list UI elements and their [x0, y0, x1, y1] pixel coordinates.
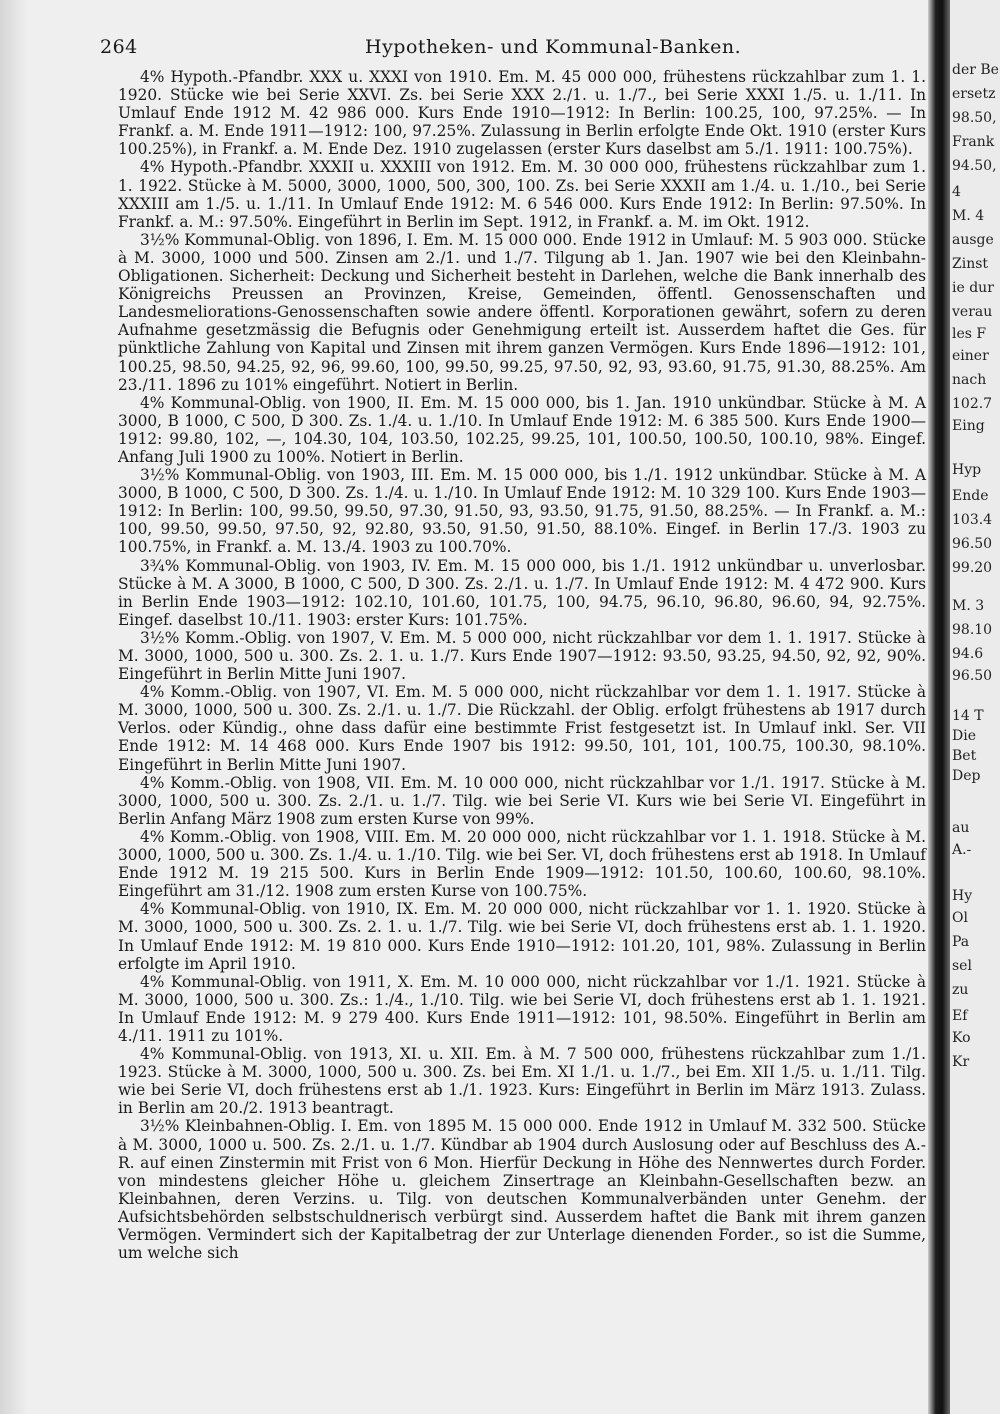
paragraph-komm-oblig-1907-v: 3½% Komm.-Oblig. von 1907, V. Em. M. 5 000 000, nicht rückzahlbar vor dem 1. 1. 1917. Stücke à M. 3000, 1000, 500 u. 300. Zs. 2. 1. u. 1./7. Kurs Ende 1907—1912: 93.50, 93.25, 94.50, 92, 92, 90%. Eingeführt in Berlin Mitte Juni 1907.	[118, 628, 926, 684]
adjacent-page-text: 94.50,	[952, 158, 997, 174]
adjacent-page-text: Die	[952, 728, 976, 744]
paragraph-hypoth-pfandbr-xxx-xxxi: 4% Hypoth.-Pfandbr. XXX u. XXXI von 1910. Em. M. 45 000 000, frühestens rückzahlbar zum 1. 1. 1920. Stücke wie bei Serie XXVI. Zs. bei Serie XXX 2./1. u. 1./7., bei Serie XXXI 1./5. u. 1./11. In Umlauf Ende 1912 M. 42 986 000. Kurs Ende 1910—1912: In Berlin: 100.25, 100, 97.25%. — In Frankf. a. M. Ende 1911—1912: 100, 97.25%. Zulassung in Berlin erfolgte Ende Okt. 1910 (erster Kurs 100.25%), in Frankf. a. M. Ende Dez. 1910 zugelassen (erster Kurs daselbst am 5./1. 1911: 100.75%).	[118, 68, 926, 159]
adjacent-page-text: M. 4	[952, 208, 985, 224]
adjacent-page-text: M. 3	[952, 598, 985, 614]
adjacent-page-text: au	[952, 820, 970, 836]
adjacent-page-text: der Be	[952, 62, 999, 78]
adjacent-page-text: Frank	[952, 134, 995, 150]
page-left-edge	[0, 0, 28, 1414]
book-gutter	[928, 0, 950, 1414]
paragraph-kommunal-oblig-1913-xi-xii: 4% Kommunal-Oblig. von 1913, XI. u. XII. Em. à M. 7 500 000, frühestens rückzahlbar zum 1./1. 1923. Stücke à M. 3000, 1000, 500 u. 300. Zs. bei Em. XI 1./1. u. 1./7., bei Em. XII 1./5. u. 1./11. Tilg. wie bei Serie VI, doch frühestens erst ab 1./1. 1923. Kurs: Eingeführt in Berlin im März 1913. Zulass. in Berlin am 20./2. 1913 beantragt.	[118, 1045, 926, 1118]
adjacent-page-text: Hyp	[952, 462, 982, 478]
document-body	[118, 68, 926, 1262]
adjacent-page-text: Zinst	[952, 256, 989, 272]
paragraph-kommunal-oblig-1896: 3½% Kommunal-Oblig. von 1896, I. Em. M. 15 000 000. Ende 1912 in Umlauf: M. 5 903 000. Stücke à M. 3000, 1000 und 500. Zinsen am 2./1. und 1./7. Tilgung ab 1. Jan. 1907 wie bei den Kleinbahn-Obligationen. Sicherheit: Deckung und Sicherheit besteht in Darlehen, welche die Bank innerhalb des Königreichs Preussen an Provinzen, Kreise, Gemeinden, öffentl. Genossenschaften und Landesmeliorations-Genossenschaften sowie andere öffentl. Korporationen gewährt, sofern zu deren Aufnahme gesetzmässig die Befugnis oder Genehmigung erteilt ist. Ausserdem haftet die Ges. für pünktliche Zahlung von Kapital und Zinsen mit ihrem ganzen Vermögen. Kurs Ende 1896—1912: 101, 100.25, 98.50, 94.25, 92, 96, 99.60, 100, 99.50, 99.25, 97.50, 92, 93, 93.60, 91.75, 91.30, 88.25%. Am 23./11. 1896 zu 101% eingeführt. Notiert in Berlin.	[118, 230, 926, 394]
adjacent-page-text: 14 T	[952, 708, 984, 724]
adjacent-page-text: les F	[952, 326, 987, 342]
adjacent-page-text: ersetz	[952, 86, 996, 102]
paragraph-komm-oblig-1908-viii: 4% Komm.-Oblig. von 1908, VIII. Em. M. 20 000 000, nicht rückzahlbar vor 1. 1. 1918. Stücke à M. 3000, 1000, 500 u. 300. Zs. 1./4. u. 1./10. Tilg. wie bei Ser. VI, doch frühestens erst ab 1918. In Umlauf Ende 1912 M. 19 215 500. Kurs in Berlin Ende 1909—1912: 101.50, 100.60, 100.60, 98.10%. Eingeführt am 31./12. 1908 zum ersten Kurse von 100.75%.	[118, 827, 926, 901]
paragraph-hypoth-pfandbr-xxxii-xxxiii: 4% Hypoth.-Pfandbr. XXXII u. XXXIII von 1912. Em. M. 30 000 000, frühestens rückzahlbar zum 1. 1. 1922. Stücke à M. 5000, 3000, 1000, 500, 300, 100. Zs. bei Serie XXXII am 1./4. u. 1./10., bei Serie XXXIII am 1./5. u. 1./11. In Umlauf Ende 1912: M. 6 546 000. Kurs Ende 1912: In Berlin: 97.50%. In Frankf. a. M.: 97.50%. Eingeführt in Berlin im Sept. 1912, in Frankf. a. M. im Okt. 1912.	[118, 158, 926, 231]
adjacent-page-text: 98.50,	[952, 110, 997, 126]
adjacent-page-text: Ko	[952, 1030, 971, 1046]
adjacent-page-text: Ef	[952, 1008, 968, 1024]
adjacent-page-text: Ende	[952, 488, 989, 504]
adjacent-page-text: verau	[952, 304, 993, 320]
adjacent-page-text: Bet	[952, 748, 977, 764]
paragraph-kommunal-oblig-1910-ix: 4% Kommunal-Oblig. von 1910, IX. Em. M. 20 000 000, nicht rückzahlbar vor 1. 1. 1920. Stücke à M. 3000, 1000, 500 u. 300. Zs. 2. 1. u. 1./7. Tilg. wie bei Serie VI, doch frühestens erst ab. 1. 1. 1920. In Umlauf Ende 1912: M. 19 810 000. Kurs Ende 1910—1912: 101.20, 101, 98%. Zulassung in Berlin erfolgte im April 1910.	[118, 900, 926, 973]
paragraph-komm-oblig-1908-vii: 4% Komm.-Oblig. von 1908, VII. Em. M. 10 000 000, nicht rückzahlbar vor 1./1. 1917. Stücke à M. 3000, 1000, 500 u. 300. Zs. 2./1. u. 1./7. Tilg. wie bei Serie VI. Kurs wie bei Serie VI. Eingeführt in Berlin Anfang März 1908 zum ersten Kurse von 99%.	[118, 773, 926, 828]
adjacent-page-text: Ol	[952, 910, 968, 926]
adjacent-page-text: Pa	[952, 934, 970, 950]
adjacent-page-text: 102.7	[952, 396, 993, 412]
adjacent-page-text: 4	[952, 184, 961, 200]
paragraph-kommunal-oblig-1911-x: 4% Kommunal-Oblig. von 1911, X. Em. M. 10 000 000, nicht rückzahlbar vor 1./1. 1921. Stücke à M. 3000, 1000, 500 u. 300. Zs.: 1./4., 1./10. Tilg. wie bei Serie VI, doch frühestens erst ab 1. 1. 1921. In Umlauf Ende 1912: M. 9 279 400. Kurs Ende 1911—1912: 101, 98.50%. Eingeführt in Berlin am 4./11. 1911 zu 101%.	[118, 972, 926, 1045]
adjacent-page-text: Eing	[952, 418, 985, 434]
adjacent-page-text: A.-	[952, 842, 972, 858]
paragraph-komm-oblig-1907-vi: 4% Komm.-Oblig. von 1907, VI. Em. M. 5 000 000, nicht rückzahlbar vor dem 1. 1. 1917. Stücke à M. 3000, 1000, 500 u. 300. Zs. 2./1. u. 1./7. Die Rückzahl. der Oblig. erfolgt frühestens ab 1917 durch Verlos. oder Kündig., ohne dass dafür eine bestimmte Frist festgesetzt ist. In Umlauf inkl. Ser. VII Ende 1912: M. 14 468 000. Kurs Ende 1907 bis 1912: 99.50, 101, 101, 100.75, 100.30, 98.10%. Eingeführt in Berlin Mitte Juni 1907.	[118, 683, 926, 774]
adjacent-page-text: 98.10	[952, 622, 993, 638]
adjacent-page-fragment	[950, 0, 1000, 1414]
running-title: Hypotheken- und Kommunal-Banken.	[365, 36, 742, 58]
paragraph-kommunal-oblig-1903-iv: 3¾% Kommunal-Oblig. von 1903, IV. Em. M. 15 000 000, bis 1./1. 1912 unkündbar u. unverlosbar. Stücke à M. A 3000, B 1000, C 500, D 300. Zs. 2./1. u. 1./7. In Umlauf Ende 1912: M. 4 472 900. Kurs in Berlin Ende 1903—1912: 102.10, 101.60, 101.75, 100, 94.75, 96.10, 96.80, 96.60, 94, 92.75%. Eingef. daselbst 10./11. 1903: erster Kurs: 101.75%.	[118, 556, 926, 629]
adjacent-page-text: nach	[952, 372, 987, 388]
paragraph-kommunal-oblig-1900: 4% Kommunal-Oblig. von 1900, II. Em. M. 15 000 000, bis 1. Jan. 1910 unkündbar. Stücke à M. A 3000, B 1000, C 500, D 300. Zs. 1./4. u. 1./10. In Umlauf Ende 1912: M. 6 385 500. Kurs Ende 1900—1912: 99.80, 102, —, 104.30, 104, 103.50, 102.25, 99.25, 101, 100.50, 100.50, 100.10, 98%. Eingef. Anfang Juli 1900 zu 100%. Notiert in Berlin.	[118, 393, 926, 466]
adjacent-page-text: 96.50	[952, 536, 993, 552]
adjacent-page-text: 99.20	[952, 560, 993, 576]
adjacent-page-text: zu	[952, 982, 969, 998]
adjacent-page-text: Dep	[952, 768, 981, 784]
adjacent-page-text: Hy	[952, 888, 973, 904]
adjacent-page-text: einer	[952, 348, 989, 364]
paragraph-kommunal-oblig-1903-iii: 3½% Kommunal-Oblig. von 1903, III. Em. M. 15 000 000, bis 1./1. 1912 unkündbar. Stücke à M. A 3000, B 1000, C 500, D 300. Zs. 1./4. u. 1./10. In Umlauf Ende 1912: M. 10 329 100. Kurs Ende 1903—1912: In Berlin: 100, 99.50, 99.50, 97.30, 91.50, 93, 93.50, 91.75, 91.50, 88.25%. — In Frankf. a. M.: 100, 99.50, 99.50, 97.50, 92, 92.80, 93.50, 91.50, 91.50, 88.10%. Eingef. in Berlin 17./3. 1903 zu 100.75%, in Frankf. a. M. 13./4. 1903 zu 100.70%.	[118, 466, 926, 557]
adjacent-page-text: 94.6	[952, 646, 984, 662]
adjacent-page-text: 103.4	[952, 512, 993, 528]
adjacent-page-text: 96.50	[952, 668, 993, 684]
adjacent-page-text: Kr	[952, 1054, 970, 1070]
page-header	[100, 30, 930, 60]
adjacent-page-text: sel	[952, 958, 972, 974]
adjacent-page-text: ausge	[952, 232, 994, 248]
page-number: 264	[100, 36, 138, 58]
adjacent-page-text: ie dur	[952, 280, 994, 296]
paragraph-kleinbahnen-oblig: 3½% Kleinbahnen-Oblig. I. Em. von 1895 M. 15 000 000. Ende 1912 in Umlauf M. 332 500. Stücke à M. 3000, 1000 u. 500. Zs. 2./1. u. 1./7. Kündbar ab 1904 durch Auslosung oder auf Beschluss des A.-R. auf einen Zinstermin mit Frist von 6 Mon. Hierfür Deckung in Höhe des Nennwertes durch Forder. von mindestens gleicher Höhe u. gleichem Zinsertrage an Kleinbahn-Gesellschaften bezw. an Kleinbahnen, deren Verzins. u. Tilg. von deutschen Kommunalverbänden unter Genehm. der Aufsichtsbehörden selbstschuldnerisch verbürgt sind. Ausserdem haftet die Bank mit ihrem ganzen Vermögen. Vermindert sich der Kapitalbetrag der zur Unterlage dienenden Forder., so ist die Summe, um welche sich	[118, 1117, 926, 1263]
